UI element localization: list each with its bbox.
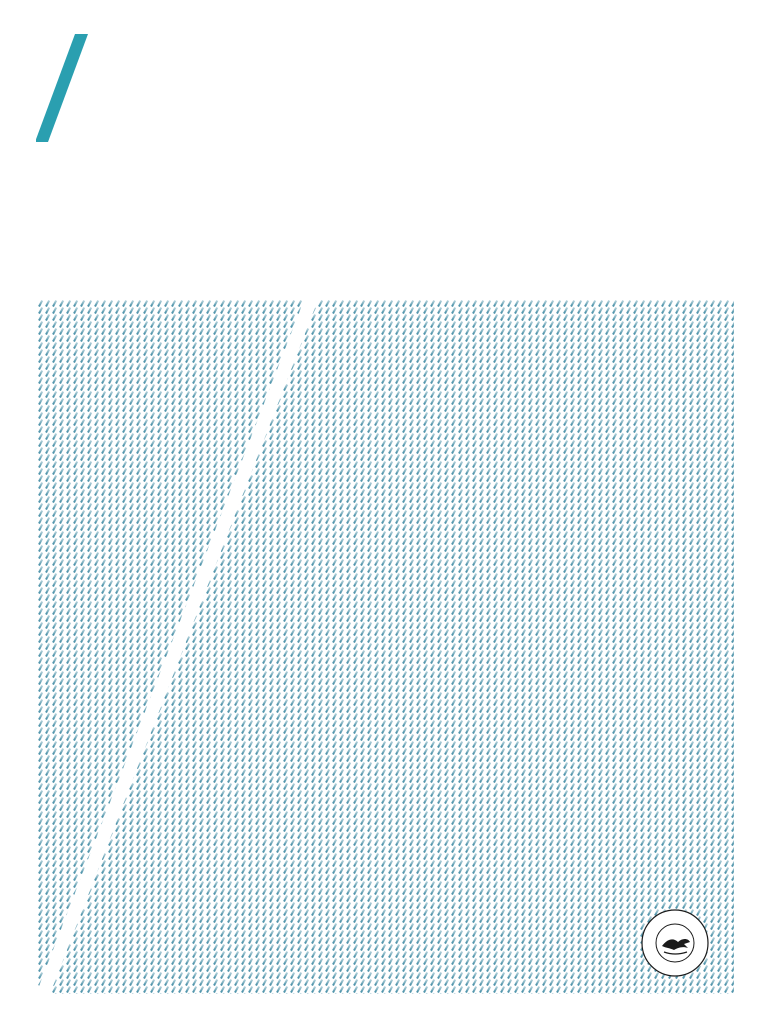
cover-pattern (38, 300, 734, 994)
logo-slash-bar (36, 34, 96, 146)
pattern-field (38, 300, 734, 994)
cover-header (231, 86, 731, 92)
seal-graphic (640, 908, 710, 978)
university-seal (640, 908, 710, 978)
uit-logo (36, 34, 146, 146)
